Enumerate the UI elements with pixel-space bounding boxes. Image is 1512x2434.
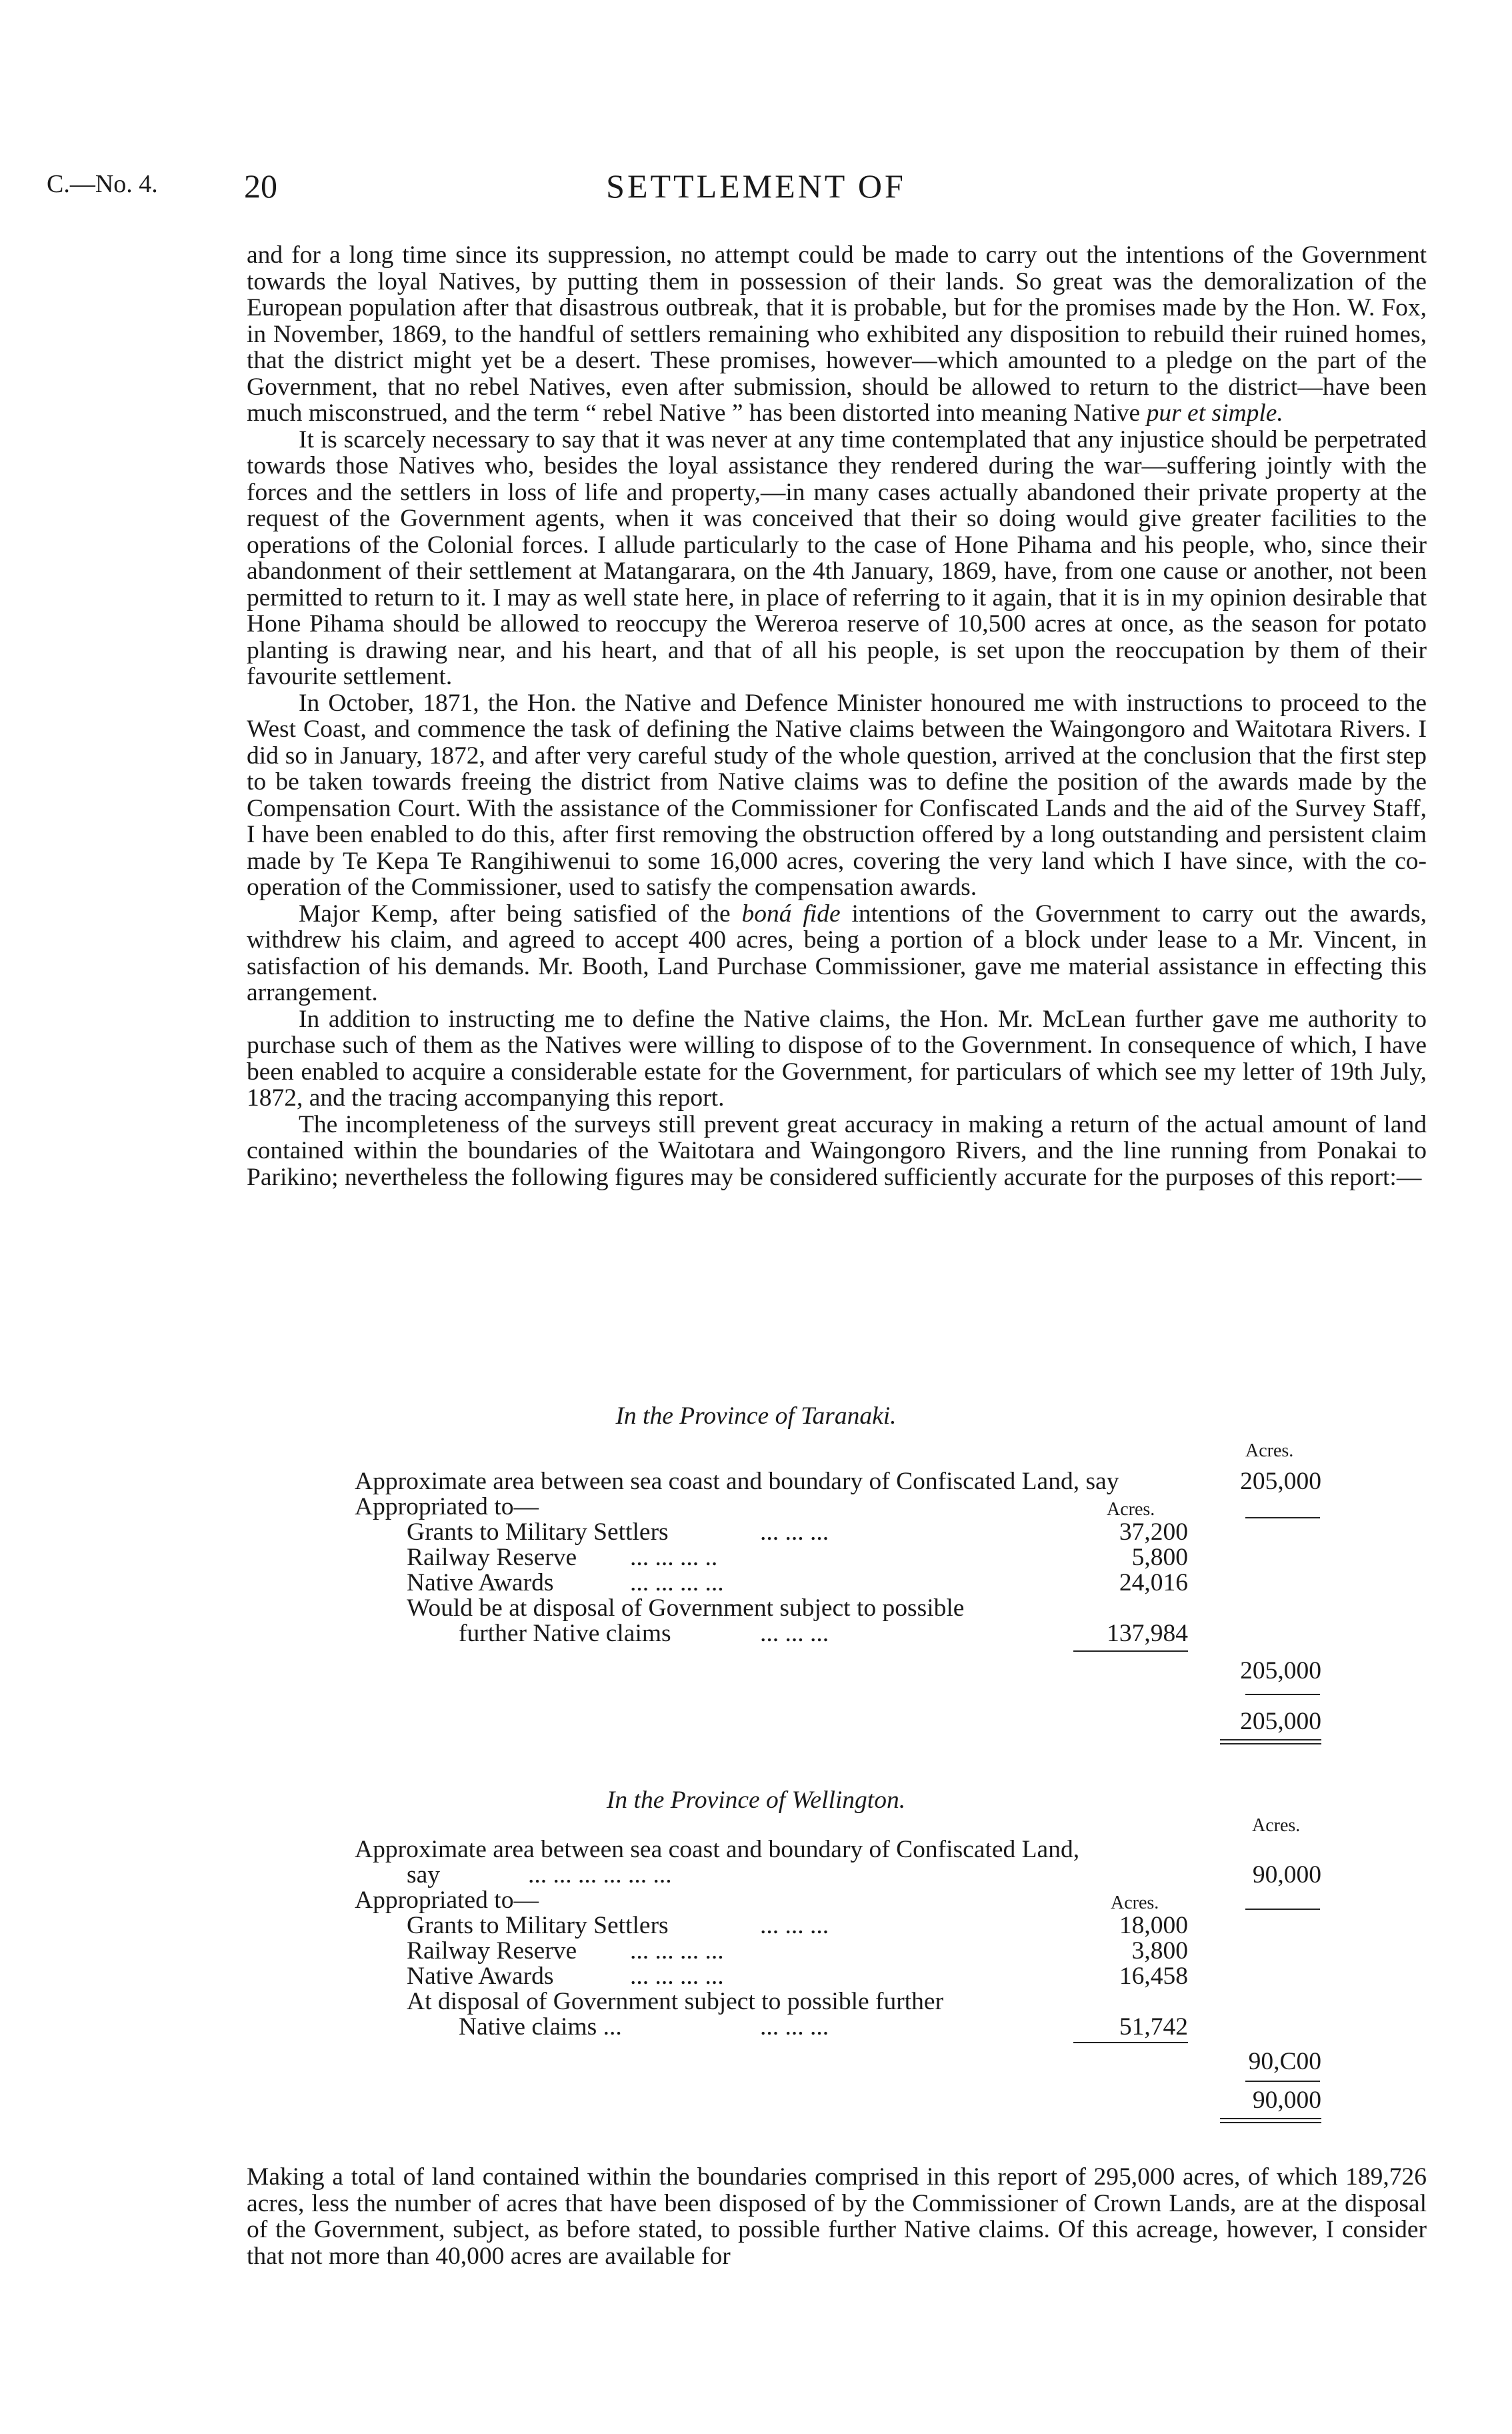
item-label: Native Awards xyxy=(407,1963,554,1990)
item-value: 37,200 xyxy=(1119,1518,1188,1546)
item-label: further Native claims xyxy=(459,1620,671,1647)
paragraph: Making a total of land contained within the boundaries comprised in this report of 295,000 acres, of which 189,726 acres, less the number of acres that have been disposed of by the Commissioner of Crown Lands, are at the disposal of the Government, subject, as before stated, to possible further Native claims. Of this acreage, however, I consider that not more than 40,000 acres are available for xyxy=(247,2163,1427,2270)
leader-dots: ... ... ... xyxy=(760,1912,829,1939)
paragraph: In October, 1871, the Hon. the Native and Defence Minister honoured me with instructions to proceed to the West Coast, and commence the task of defining the Native claims between the Waingongoro and Waitotara Rivers. I did so in January, 1872, and after very careful study of the whole question, arrived at the conclusion that the first step to be taken towards freeing the district from Native claims was to define the position of the awards made by the Compensation Court. With the assistance of the Commissioner for Confiscated Lands and the aid of the Survey Staff, I have been enabled to do this, after first removing the obstruction offered by a long outstanding and persistent claim made by Te Kepa Te Rangihiwenui to some 16,000 acres, covering the very land which I have since, with the co-operation of the Commissioner, used to satisfy the compensation awards. xyxy=(247,689,1427,901)
item-value: 18,000 xyxy=(1119,1912,1188,1939)
leader-dots: ... ... ... xyxy=(760,1620,829,1647)
leader-dots: ... ... ... ... xyxy=(630,1937,724,1965)
table-caption: In the Province of Taranaki. xyxy=(615,1402,897,1430)
rule xyxy=(1220,2118,1321,2119)
rule xyxy=(1220,2122,1321,2123)
table-caption: In the Province of Wellington. xyxy=(606,1786,906,1814)
total-value: 205,000 xyxy=(1240,1708,1321,1735)
subtotal-value: 90,C00 xyxy=(1248,2048,1321,2075)
running-title: SETTLEMENT OF xyxy=(606,167,906,205)
leader-dots: ... ... ... ... xyxy=(630,1963,724,1990)
inner-acres-head: Acres. xyxy=(1111,1893,1159,1913)
leader-dots: ... ... ... xyxy=(760,1518,829,1546)
paragraph: It is scarcely necessary to say that it was never at any time contemplated that any injustice should be perpetrated towards those Natives who, besides the loyal assistance they rendered during the war—suffering jointly with the forces and the settlers in loss of life and property,—in many cases actually abandoned their private property at the request of the Government agents, when it was conceived that their so doing would give greater facilities to the operations of the Colonial forces. I allude particularly to the case of Hone Pihama and his people, who, since their abandonment of their settlement at Matangarara, on the 4th January, 1869, have, from one cause or another, not been permitted to return to it. I may as well state here, in place of referring to it again, that it is in my opinion desirable that Hone Pihama should be allowed to reoccupy the Wereroa reserve of 10,500 acres at once, as the season for potato planting is drawing near, and his heart, and that of all his people, is set upon the reoccupation by them of their favourite settlement. xyxy=(247,425,1427,690)
body-text xyxy=(247,242,1427,1190)
rule xyxy=(1073,1650,1188,1652)
item-label: Railway Reserve xyxy=(407,1937,577,1965)
item-label: Native claims ... xyxy=(459,2013,622,2041)
paragraph: Major Kemp, after being satisfied of the boná fide intentions of the Government to carry out the awards, withdrew his claim, and agreed to accept 400 acres, being a portion of a block under lease to a Mr. Vincent, in satisfaction of his demands. Mr. Booth, Land Purchase Commissioner, gave me material assistance in effecting this arrangement. xyxy=(247,900,1427,1006)
leader-dots: ... ... ... ... xyxy=(630,1569,724,1596)
appropriated-label: Appropriated to— xyxy=(355,1887,539,1914)
item-label: Grants to Military Settlers xyxy=(407,1518,669,1546)
item-label: Grants to Military Settlers xyxy=(407,1912,669,1939)
item-label: At disposal of Government subject to possible further xyxy=(407,1988,944,2015)
item-label: Native Awards xyxy=(407,1569,554,1596)
row-value: 205,000 xyxy=(1240,1468,1321,1495)
paragraph: and for a long time since its suppression, no attempt could be made to carry out the intentions of the Government towards the loyal Natives, by putting them in possession of their lands. So great was the demoralization of the European population after that disastrous outbreak, that it is probable, but for the promises made by the Hon. W. Fox, in November, 1869, to the handful of settlers remaining who exhibited any disposition to rebuild their ruined homes, that the district might yet be a desert. These promises, however—which amounted to a pledge on the part of the Government, that no rebel Natives, even after submission, should be allowed to return to the district—have been much misconstrued, and the term “ rebel Native ” has been distorted into meaning Native pur et simple. xyxy=(247,241,1427,427)
total-value: 90,000 xyxy=(1252,2087,1321,2114)
acres-column-head: Acres. xyxy=(1245,1440,1294,1461)
inner-acres-head: Acres. xyxy=(1107,1499,1155,1520)
item-value: 51,742 xyxy=(1119,2013,1188,2041)
item-value: 137,984 xyxy=(1107,1620,1188,1647)
acres-column-head: Acres. xyxy=(1252,1815,1301,1836)
rule xyxy=(1220,1743,1321,1744)
page-header xyxy=(0,167,1512,207)
item-value: 5,800 xyxy=(1131,1544,1188,1571)
leader-dots: ... ... ... .. xyxy=(630,1544,718,1571)
row-label: Approximate area between sea coast and boundary of Confiscated Land, xyxy=(355,1836,1080,1863)
rule xyxy=(1220,1739,1321,1740)
item-value: 24,016 xyxy=(1119,1569,1188,1596)
subtotal-value: 205,000 xyxy=(1240,1657,1321,1684)
row-label: say xyxy=(407,1861,440,1889)
item-value: 3,800 xyxy=(1131,1937,1188,1965)
document-code: C.—No. 4. xyxy=(47,170,158,198)
leader-dots: ... ... ... xyxy=(760,2013,829,2041)
item-label: Railway Reserve xyxy=(407,1544,577,1571)
item-label: Would be at disposal of Government subject to possible xyxy=(407,1594,965,1622)
page-number: 20 xyxy=(244,167,277,205)
italic-phrase: boná fide xyxy=(741,900,841,928)
item-value: 16,458 xyxy=(1119,1963,1188,1990)
rule xyxy=(1245,1909,1320,1910)
italic-phrase: pur et simple. xyxy=(1146,399,1283,427)
rule xyxy=(1245,1517,1320,1518)
paragraph: In addition to instructing me to define the Native claims, the Hon. Mr. McLean further gave me authority to purchase such of them as the Natives were willing to dispose of to the Government. In consequence of which, I have been enabled to acquire a considerable estate for the Government, for particulars of which see my letter of 19th July, 1872, and the tracing accompanying this report. xyxy=(247,1005,1427,1112)
rule xyxy=(1245,2081,1320,2082)
paragraph: The incompleteness of the surveys still prevent great accuracy in making a return of the actual amount of land contained within the boundaries of the Waitotara and Waingongoro Rivers, and the line running from Ponakai to Parikino; nevertheless the following figures may be considered sufficiently accurate for the purposes of this report:— xyxy=(247,1110,1427,1191)
leader-dots: ... ... ... ... ... ... xyxy=(528,1861,672,1889)
rule xyxy=(1073,2042,1188,2043)
row-value: 90,000 xyxy=(1252,1861,1321,1889)
appropriated-label: Appropriated to— xyxy=(355,1493,539,1520)
rule xyxy=(1245,1694,1320,1695)
closing-text xyxy=(247,2164,1427,2269)
row-label: Approximate area between sea coast and boundary of Confiscated Land, say xyxy=(355,1468,1119,1495)
